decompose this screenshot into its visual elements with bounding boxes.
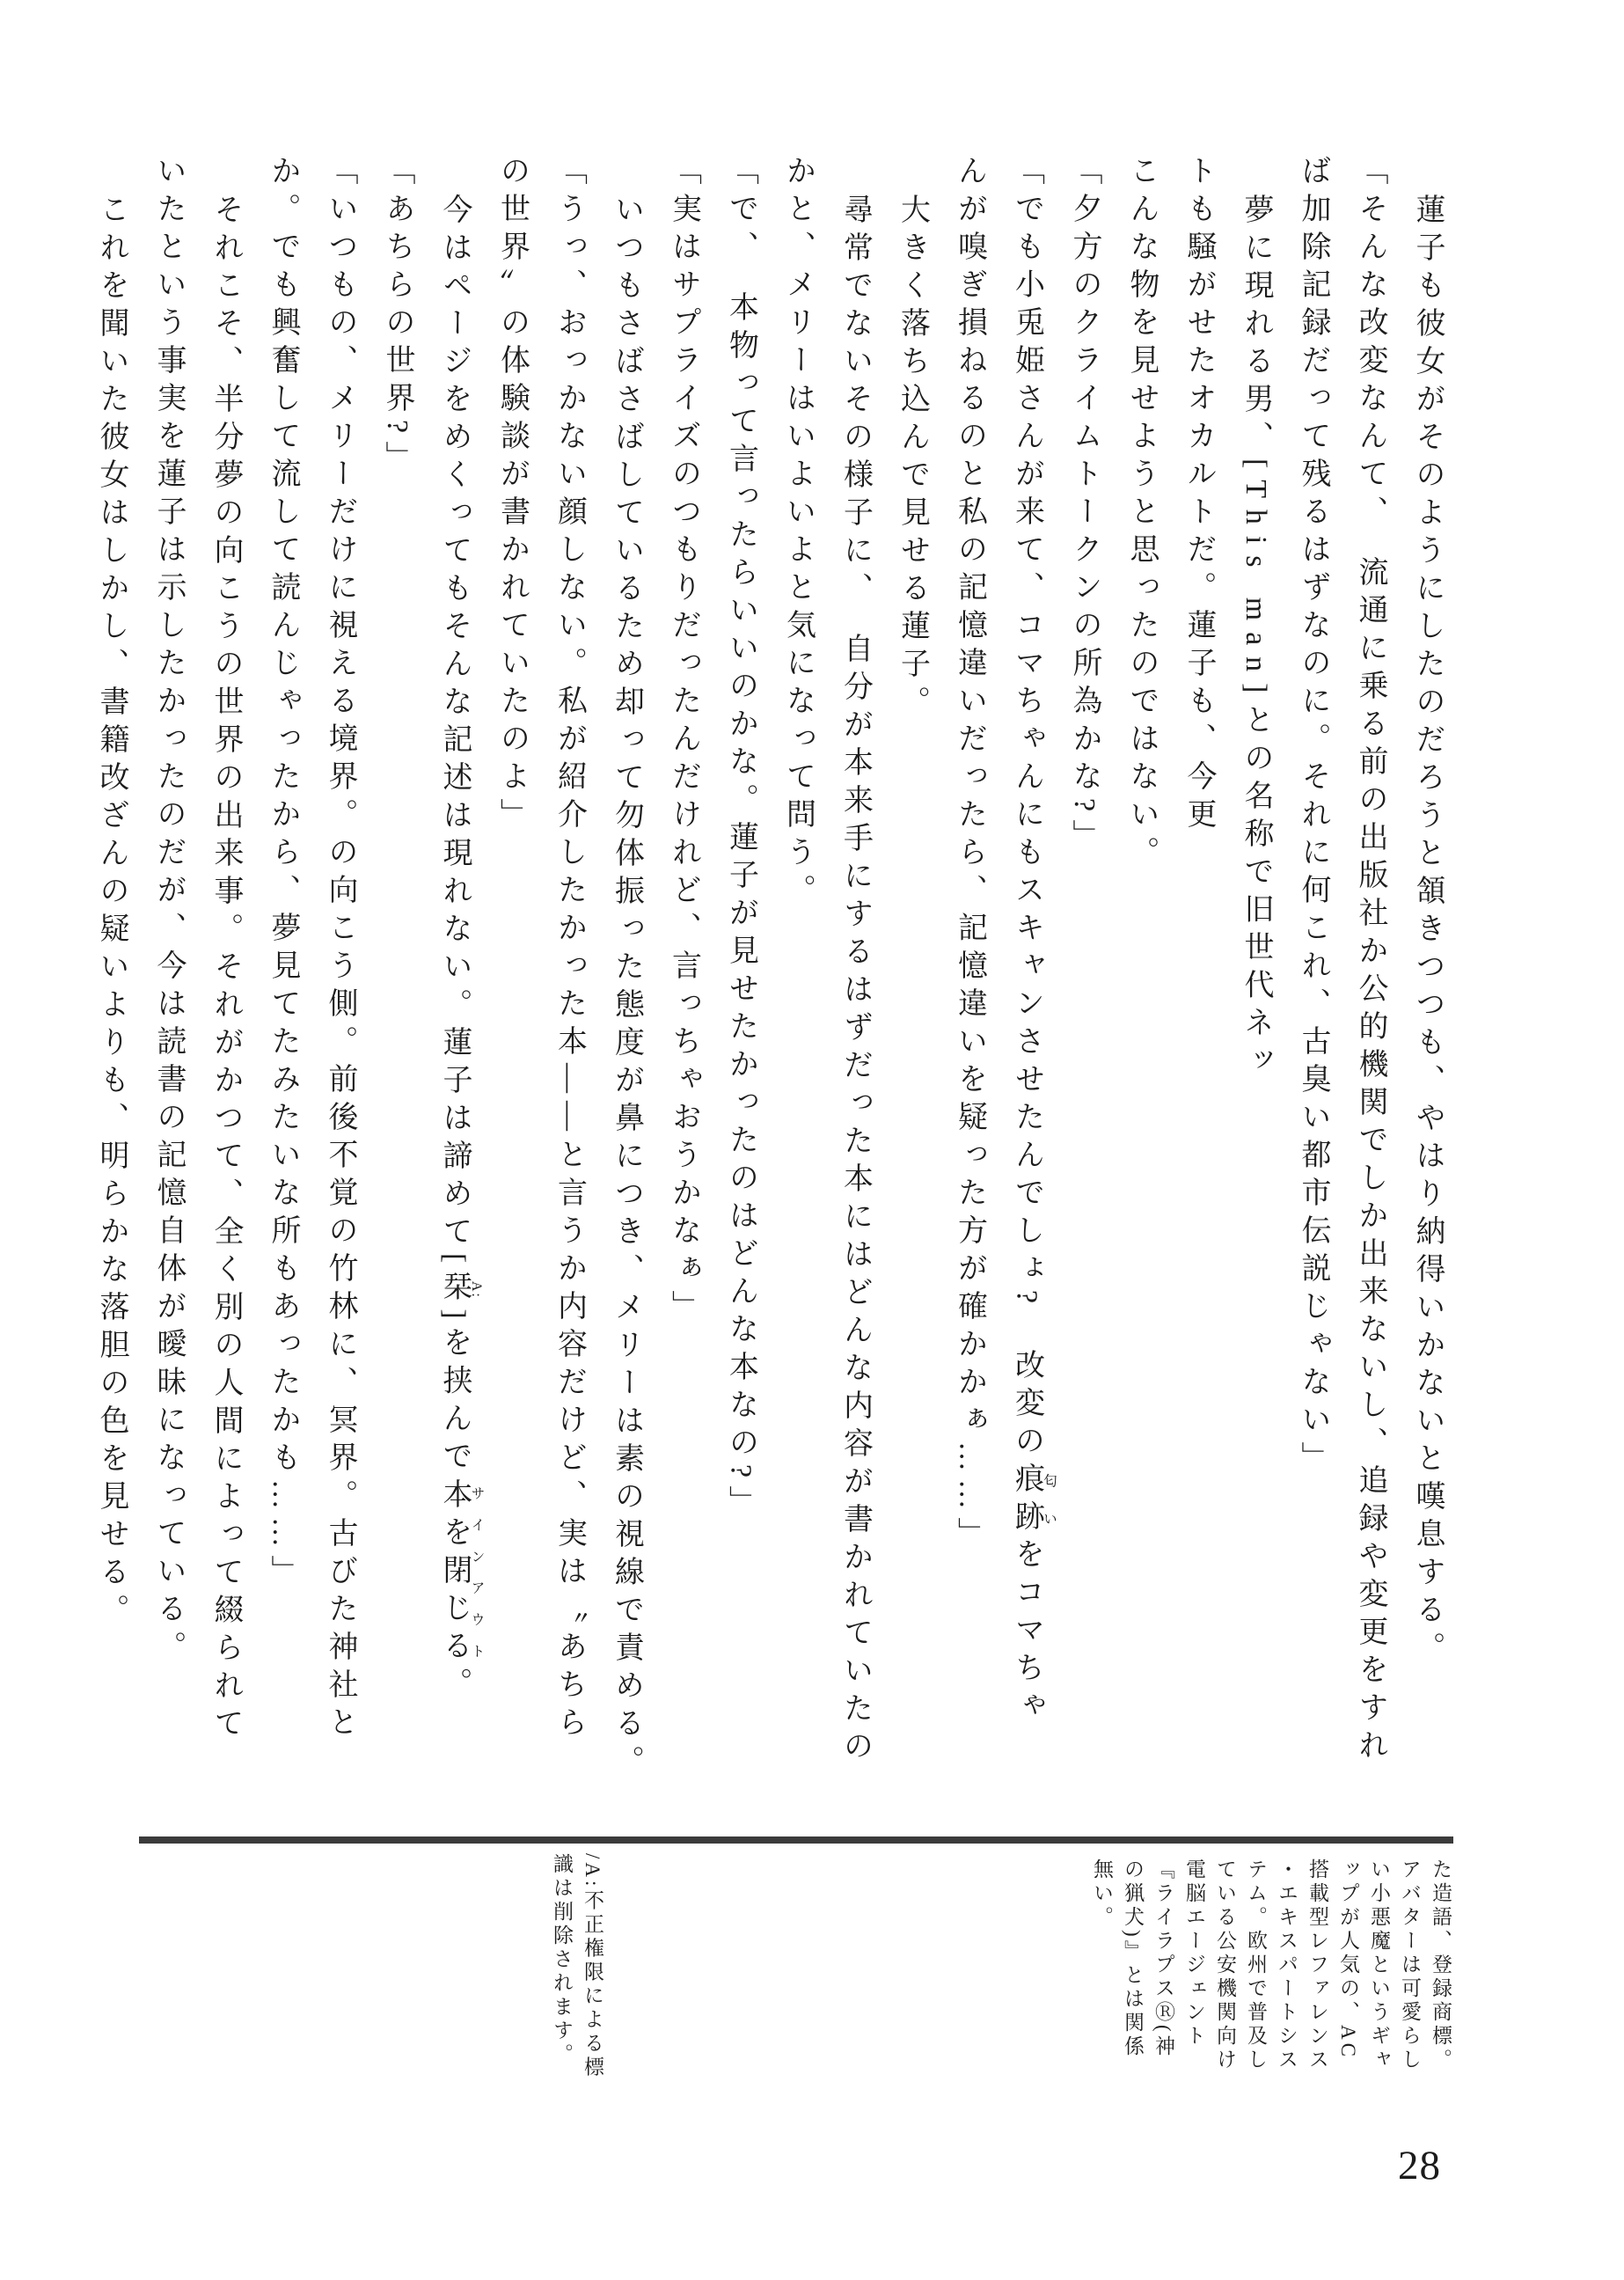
ruby-annotation: 本を閉じるサインアウト	[438, 1477, 484, 1668]
footnote-right-column-2: アバターは可愛らし	[1399, 1858, 1421, 2072]
text-column-16: 「うっ、おっかない顔しない。私が紹介したかった本——と言うか内容だけど、実は〝あちら	[552, 155, 586, 1744]
text-column-4: 夢に現れる男、[This man]との名称で旧世代ネッ	[1240, 194, 1272, 1083]
page-number: 28	[1398, 2143, 1441, 2188]
text-column-22: それこそ、半分夢の向こうの世界の出来事。それがかつて、全く別の人間によって綴られて	[209, 194, 242, 1745]
text-column-24: これを聞いた彼女はしかし、書籍改ざんの疑いよりも、明らかな落胆の色を見せる。	[95, 194, 128, 1631]
text-column-15: いつもさばさばしているため却って勿体振った態度が鼻につき、メリーは素の視線で責める。	[610, 194, 643, 1783]
text-column-10: 大きく落ち込んで見せる蓮子。	[896, 194, 929, 723]
text-column-14: 「実はサプライズのつもりだったんだけれど、言っちゃおうかなぁ」	[667, 155, 700, 1328]
footnote-divider-rule	[139, 1836, 1453, 1844]
footnote-right-column-10: 『ライラプスⓇ(神	[1152, 1858, 1174, 2059]
footnote-right-column-3: い小悪魔というギャ	[1368, 1858, 1390, 2072]
footnote-right-column-9: 電脳エージェント	[1183, 1858, 1205, 2049]
footnote-right-column-4: ップが人気の、AC	[1337, 1858, 1359, 2060]
text-column-2: 「そんな改変なんて、 流通に乗る前の出版社か公的機関でしか出来ないし、追録や変更をすれ	[1354, 155, 1386, 1767]
main-text-block	[95, 155, 1456, 1809]
footnote-right-column-12: 無い。	[1091, 1858, 1113, 1930]
footnote-left-column-2: 識は削除されます。	[551, 1853, 573, 2067]
text-column-6: こんな物を見せようと思ったのではない。	[1125, 155, 1158, 874]
footnote-right-column-8: ている公安機関向け	[1214, 1858, 1236, 2072]
text-column-7: 「夕方のクライムトークンの所為かな?」	[1068, 155, 1101, 858]
ruby-annotation: [栞]A:	[438, 1253, 484, 1327]
text-column-5: トも騒がせたオカルトだ。蓮子も、今更	[1182, 155, 1215, 836]
ruby-annotation: 痕跡匂い	[1010, 1463, 1057, 1539]
footnote-right-column-11: の猟犬)』とは関係	[1122, 1858, 1144, 2059]
text-column-1: 蓮子も彼女がそのようにしたのだろうと頷きつつも、やはり納得いかないと嘆息する。	[1411, 194, 1444, 1669]
footnote-left-block	[545, 1853, 608, 2104]
footnote-right-block	[1078, 1858, 1456, 2092]
text-column-3: ば加除記録だって残るはずなのに。それに何これ、古臭い都市伝説じゃない」	[1297, 155, 1329, 1479]
footnote-right-column-7: テム。欧州で普及し	[1245, 1858, 1267, 2072]
latin-inline-text: [This man]	[1240, 458, 1272, 705]
text-column-17: の世界〟の体験談が書かれていたのよ」	[495, 155, 529, 836]
footnote-right-column-6: ・エキスパートシス	[1276, 1858, 1298, 2072]
footnote-right-column-5: 搭載型レファレンス	[1306, 1858, 1328, 2072]
text-column-12: かと、メリーはいよいよと気になって問う。	[781, 155, 815, 912]
text-column-9: んが嗅ぎ損ねるのと私の記憶違いだったら、記憶違いを疑った方が確かかぁ……」	[953, 155, 986, 1555]
text-column-20: 「いつもの、メリーだけに視える境界。の向こう側。前後不覚の竹林に、冥界。古びた神社と	[324, 155, 356, 1744]
text-column-19: 「あちらの世界?」	[381, 155, 413, 480]
text-column-18: 今はページをめくってもそんな記述は現れない。蓮子は諦めて[栞]A:を挟んで本を閉じるサインアウト。	[438, 194, 484, 1705]
text-column-11: 尋常でないその様子に、 自分が本来手にするはずだった本にはどんな内容が書かれていたの	[838, 194, 872, 1768]
text-column-23: いたという事実を蓮子は示したかったのだが、今は読書の記憶自体が曖昧になっている。	[152, 155, 185, 1668]
text-column-21: か。でも興奮して流して読んじゃったから、夢見てたみたいな所もあったかも……」	[267, 155, 299, 1593]
footnote-right-column-1: た造語、登録商標。	[1430, 1858, 1452, 2072]
text-column-8: 「でも小兎姫さんが来て、コマちゃんにもスキャンさせたんでしょ? 改変の痕跡匂いをコマちゃ	[1010, 155, 1057, 1728]
text-column-13: 「で、 本物って言ったらいいのかな。蓮子が見せたかったのはどんな本なの?」	[724, 155, 757, 1524]
footnote-left-column-1: /A:不正権限による標	[582, 1853, 604, 2080]
